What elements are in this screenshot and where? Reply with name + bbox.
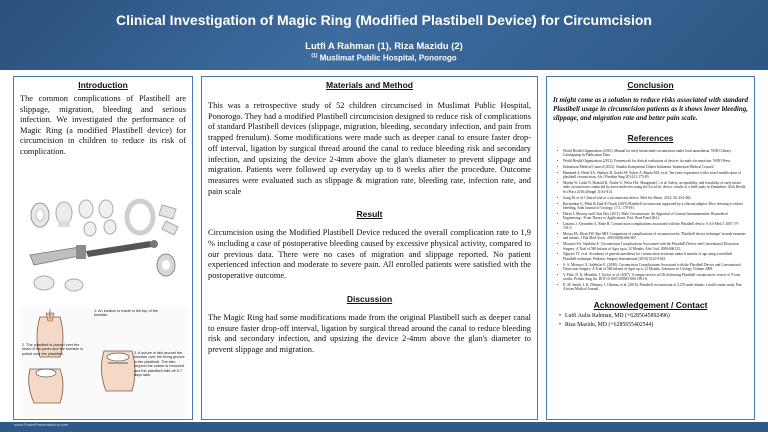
diagram-caption-2: 2. The plastibell is placed over the head of the penis and the foreskin is pulled over the plastibell.: [22, 343, 84, 356]
device-photo-illustration: [20, 195, 188, 303]
contact-item: • Riza Mazidu, MD (+6285655402544): [559, 322, 746, 328]
procedure-diagram: [20, 307, 188, 417]
references-title: References: [627, 133, 674, 143]
reference-item: • World Health Organization (2010). Manual for early infant male circumcision under local anaesthesia. WHO Library Cataloguing-in-Publication Data.: [557, 149, 746, 158]
diagram-caption-1: 1. An incision is made in the top of the foreskin.: [94, 309, 158, 318]
poster-authors: Lutfi A Rahman (1), Riza Mazidu (2): [305, 41, 463, 52]
introduction-panel: [13, 76, 193, 420]
result-title: Result: [356, 209, 383, 220]
poster-affiliation: [0, 53, 768, 63]
reference-item: • World Health Organization (2012). Framework for clinical evaluation of devices for male circumcision. WHO Press.: [557, 159, 746, 163]
reference-item: • Hammed A, Helal AA, Shahroy R, Grado SF, Salyer A, Rauda MA, et al. Ten years experience with a novel modification of plastibell circumcision. Afr J Paediatr Surg 2014;11:175-83.: [557, 171, 746, 180]
footer-site-text: www.PosterPresentations.com: [14, 422, 69, 427]
poster-header: [0, 0, 768, 70]
reference-item: • Nguyen TT, et al. Avoidance of general anesthesia for circumcision in infants under 6 months of age using a modified Plastibell technique. Pediatric Surgery International (2019) 35:619-623.: [557, 252, 746, 261]
reference-item: • K. M. Smith, J. K. Delaney, J. Olteanu, et al. (2016). Plastibell circumcision of 2,276 male infants: a multi-center study. Pan African Medical Journal.: [557, 283, 746, 292]
discussion-text: The Magic Ring had some modifications made from the original Plastibell such as deeper canal to ensure faster drop-off interval, ligation by surgical thread around the canal to reduce bleeding risk and secondary infection, and upsizing the device 2-4mm above the glan's diameter to prevent slippage and migration.: [208, 312, 531, 354]
diagram-caption-3: 3. A suture is tied around the foreskin over the fixing groove in the plastibell. The skin beyond the suture is removed and the plastibell falls off 5-7 days later.: [134, 351, 185, 378]
affiliation-text: Muslimat Public Hospital, Ponorogo: [319, 53, 457, 63]
poster-footer: [0, 422, 768, 432]
reference-item: • V. Palit, D. K. Menebhi, I. Taylor, et al. (2007). A unique service in UK delivering Plastibell circumcision: review of 9-year results. Pediatr Surg Int. DOI 10.1007/s00383-006-1891-6.: [557, 273, 746, 282]
introduction-title: Introduction: [78, 80, 128, 90]
introduction-text: The common complications of Plastibell are slippage, migration, bleeding and serious infection. We investigated the performance of Magic Ring (a modified Plastibell device) for circumcision in children to reduce its risk of complication.: [20, 94, 186, 156]
poster-title: Clinical Investigation of Magic Ring (Modified Plastibell Device) for Circumcision: [116, 12, 652, 28]
device-photos: [20, 195, 188, 303]
conclusion-title: Conclusion: [627, 80, 674, 90]
methods-title: Materials and Method: [326, 80, 413, 90]
reference-item: • Indonesian Medical Council (2012). Standar Kompetensi Dokter Indonesia. Indonesian Medical Council.: [557, 165, 746, 169]
methods-text: This was a retrospective study of 52 children circumcised in Muslimat Public Hospital, Ponorogo. They had a modified Plastibell circumcision designed to reduce risk of complications of standard Plastibell devices (slippage, migration, bleeding, secondary infection, and pain from trapped frenulum). Some modifications were made such as deeper canal to ensure faster drop-off interval, ligation by surgical thread around the canal to reduce bleeding risk and secondary infection, and upsizing the device 2-4mm above the glan's diameter to prevent slippage and migration. Patients were followed up everyday up to 8 weeks after the procedure. Outcome measures were evaluated such as slippage & migration rate, bleeding rate, infection rate, and pain scale: [208, 101, 531, 196]
conclusion-panel: [546, 76, 755, 420]
reference-item: • Moosa FA, Khan FW, Rao MH. Comparison of complications of circumcision by 'Plastibell device technique' in male neonates and infants. J Pak Med Assoc. 2010;60(8):664-667.: [557, 232, 746, 241]
contact-title: Acknowledgement / Contact: [593, 299, 708, 310]
conclusion-text: It might come as a solution to reduce risks associated with standard Plastibell usage in circumcision patients as it shows lower bleeding, slippage, and migration rate and better pain scale.: [553, 96, 748, 122]
reference-item: • Mavhu W, Larke N, Hatzold K, Ncube G, Weiss HA, Mangenah C, et al. Safety, acceptability, and feasibility of early infant male circumcision conducted by nurse-midwives using the AccuCirc device: results of a field study in Zimbabwe. Glob Health Sci Pract 2016;4(Suppl 1):S2-S14.: [557, 181, 746, 194]
methods-panel: [201, 76, 538, 420]
contact-list: [559, 313, 746, 328]
contact-item: • Lutfi Aulia Rahman, MD (+6285645892496): [559, 313, 746, 319]
result-text: Circumcision using the Modified Plastibell Device reduced the overall complication rate to 1,9 % including a case of postoperative bleeding caused by excessive physical activity, compared to our previous data. There were no cases of migration and slippage reported. No patient experienced infection and moderate to severe pain. All enrolled patients were satisfied with the postoperative outcome.: [208, 228, 531, 281]
reference-item: • Mousavi SA, Salehifar E. Circumcision Complications Associated with the Plastibell Device and Conventional Dissection Surgery: A Trial of 586 Infants of Ages up to 12 Months. Adv Urol. 2008:606123.: [557, 242, 746, 251]
reference-item: • Jiang M, et al. Clinical trial of a circumcision device. Med Sci Monit, 2014; 20: 454-462.: [557, 196, 746, 200]
affiliation-marker: (1): [311, 53, 318, 59]
reference-item: • Lazarus J, Alexander A, Rode H. Circumcision complications associated with the Plastibell device. S Afr Med J. 2007; 97: 192-3.: [557, 222, 746, 231]
discussion-title: Discussion: [346, 293, 393, 304]
reference-item: • S. A. Mousavi, E. Salehifar E. (2008). Circumcision Complications Associated with the Plastibell Device and Conventional Dissection Surgery: A Trial of 586 Infants of Ages up to 12 Months, Advances in Urology Volume 2008.: [557, 263, 746, 272]
reference-item: • Dhruv L Mooray and Chris Hoy (2011). Male Circumcision: An Appraisal of Current Instrumentation. Biomedical Engineering - From Theory to Applications, Prof. Reza Fazel (Ed.).: [557, 212, 746, 221]
reference-item: • Ravisankar G, Pillai & Ziad Al Nasrb (2019) Plastibell circumcision supported by a silicone adaptor: How dressing to reduce bleeding, Arab Journal of Urology, 17:3, 179-181.: [557, 202, 746, 211]
references-list: [557, 149, 746, 292]
